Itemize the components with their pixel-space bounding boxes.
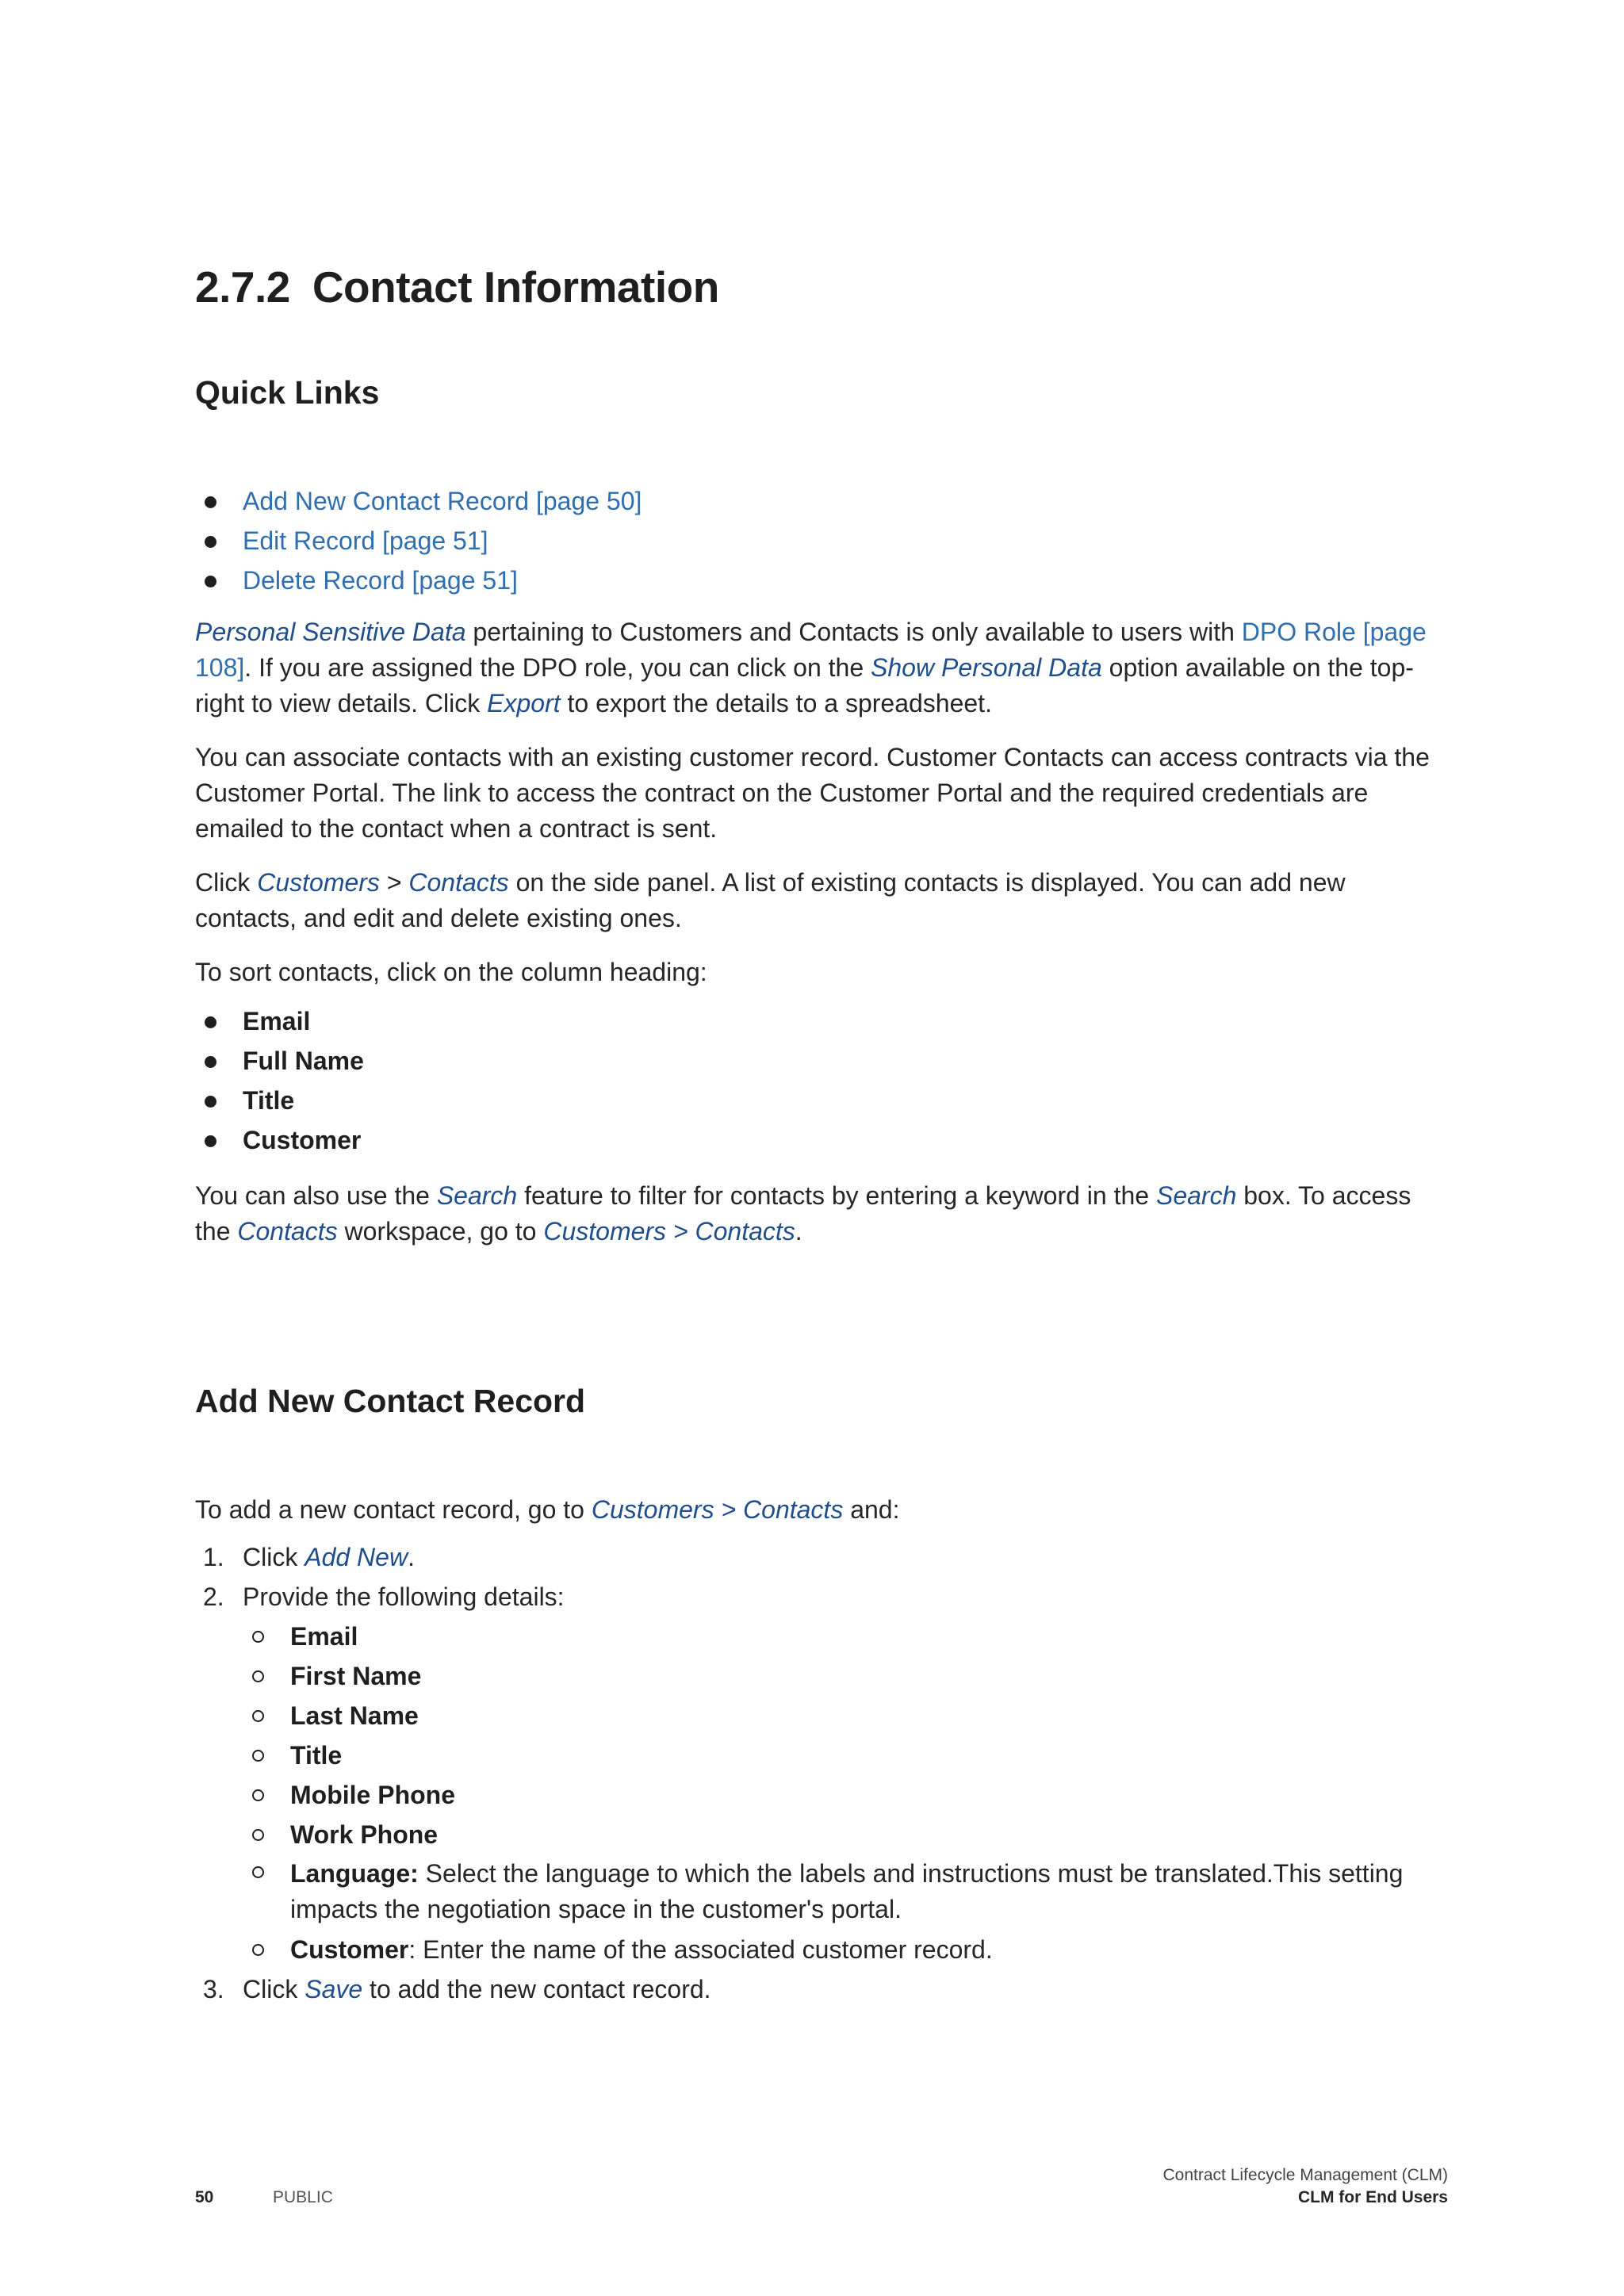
page-number: 50 <box>195 2188 214 2206</box>
paragraph-sort-intro: To sort contacts, click on the column heading: <box>195 958 707 986</box>
ui-term: Customers <box>257 868 380 897</box>
guide-name: CLM for End Users <box>1297 2188 1448 2206</box>
ui-term: Customers > Contacts <box>591 1495 844 1524</box>
text: Click <box>195 868 258 897</box>
list-item <box>195 561 1448 600</box>
step-item <box>195 1577 1448 1969</box>
list-item: Email <box>195 1001 1448 1041</box>
list-item: Customer <box>195 1120 1448 1160</box>
text: Provide the following details: <box>243 1582 565 1611</box>
text: Select the language to which the labels and instructions must be translated.This setting impacts the negotiation space in the customer's portal. <box>290 1859 1404 1923</box>
step-item <box>195 1537 1448 1577</box>
text: . <box>795 1217 802 1246</box>
step-number: 1. <box>203 1543 224 1571</box>
ui-term: Save <box>304 1975 363 2003</box>
classification-label: PUBLIC <box>273 2188 333 2206</box>
document-page <box>195 262 1448 2009</box>
section-heading <box>195 262 1448 312</box>
list-item: Full Name <box>195 1041 1448 1081</box>
paragraph-side-panel <box>195 865 1448 936</box>
field-item: Work Phone <box>243 1815 1448 1854</box>
ui-term: Add New <box>304 1543 408 1571</box>
field-item: Mobile Phone <box>243 1775 1448 1815</box>
quick-links-list <box>195 481 1448 600</box>
section-number: 2.7.2 <box>195 262 290 312</box>
field-label: Customer <box>290 1935 409 1964</box>
field-item: Title <box>243 1735 1448 1775</box>
text: . If you are assigned the DPO role, you can click on the <box>244 653 871 682</box>
text: : Enter the name of the associated customer record. <box>408 1935 993 1964</box>
field-label: Language: <box>290 1859 419 1888</box>
product-name: Contract Lifecycle Management (CLM) <box>1162 2166 1448 2184</box>
field-item: Last Name <box>243 1696 1448 1735</box>
text: Click <box>243 1975 305 2003</box>
field-item <box>243 1854 1448 1930</box>
add-new-contact-heading: Add New Contact Record <box>195 1383 586 1419</box>
text: Click <box>243 1543 305 1571</box>
text: box. To access the <box>195 1181 1411 1246</box>
link-delete-record[interactable]: Delete Record [page 51] <box>243 566 518 595</box>
ui-term: Search <box>436 1181 518 1210</box>
field-item <box>243 1930 1448 1969</box>
footer-document-info <box>1163 2164 1448 2209</box>
sort-columns-list <box>195 1001 1448 1160</box>
section-title: Contact Information <box>312 262 719 312</box>
text: To add a new contact record, go to <box>195 1495 592 1524</box>
paragraph-search <box>195 1178 1448 1249</box>
step-number: 3. <box>203 1975 224 2003</box>
ui-term: Customers > Contacts <box>543 1217 795 1246</box>
ui-term: Contacts <box>237 1217 338 1246</box>
list-item: Title <box>195 1081 1448 1120</box>
paragraph-associate-contacts: You can associate contacts with an existing customer record. Customer Contacts can access contracts via the Customer Portal. The link to access the contract on the Customer Portal and the required credentials are emailed to the contact when a contract is sent. <box>195 743 1430 843</box>
link-add-new-contact-record[interactable]: Add New Contact Record [page 50] <box>243 487 642 515</box>
fields-list <box>243 1617 1448 1969</box>
step-number: 2. <box>203 1582 224 1611</box>
step-item <box>195 1969 1448 2009</box>
text: workspace, go to <box>337 1217 544 1246</box>
text: > <box>379 868 409 897</box>
ui-term: Show Personal Data <box>871 653 1102 682</box>
text: to export the details to a spreadsheet. <box>560 689 992 718</box>
field-item: First Name <box>243 1656 1448 1696</box>
ui-term: Export <box>487 689 561 718</box>
steps-list <box>195 1537 1448 2009</box>
text: and: <box>843 1495 900 1524</box>
link-dpo-role[interactable]: DPO Role [page 108] <box>195 618 1427 682</box>
ui-term: Contacts <box>408 868 509 897</box>
paragraph-personal-data <box>195 614 1448 721</box>
list-item <box>195 481 1448 521</box>
text: to add the new contact record. <box>362 1975 711 2003</box>
quick-links-heading: Quick Links <box>195 374 380 411</box>
text: pertaining to Customers and Contacts is only available to users with <box>465 618 1242 646</box>
page-footer <box>195 2164 1448 2212</box>
text: feature to filter for contacts by entering a keyword in the <box>517 1181 1156 1210</box>
text: on the side panel. A list of existing contacts is displayed. You can add new contacts, and edit and delete existing ones. <box>195 868 1346 932</box>
link-edit-record[interactable]: Edit Record [page 51] <box>243 526 488 555</box>
text: You can also use the <box>195 1181 437 1210</box>
text: . <box>408 1543 415 1571</box>
ui-term: Personal Sensitive Data <box>195 618 466 646</box>
text: option available on the top-right to view details. Click <box>195 653 1414 718</box>
list-item <box>195 521 1448 561</box>
field-item: Email <box>243 1617 1448 1656</box>
paragraph-add-intro <box>195 1492 1448 1528</box>
ui-term: Search <box>1155 1181 1237 1210</box>
